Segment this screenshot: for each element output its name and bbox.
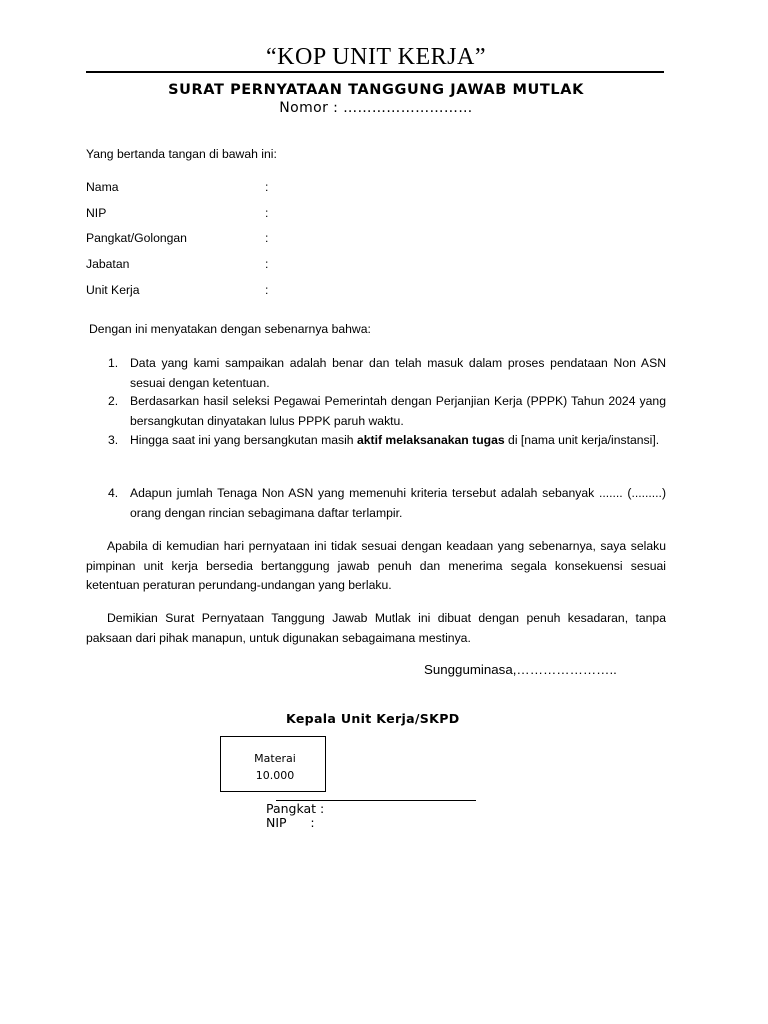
paragraph-closing: Demikian Surat Pernyataan Tanggung Jawab Mutlak ini dibuat dengan penuh kesadaran, tanpa paksaan dari pihak manapun, untuk digunakan sebagaimana mestinya. xyxy=(86,611,666,645)
signatory-position: Kepala Unit Kerja/SKPD xyxy=(286,711,460,726)
field-colon-jabatan: : xyxy=(265,257,269,271)
field-label-nip: NIP xyxy=(86,206,107,220)
field-colon-pangkat: : xyxy=(265,231,269,245)
list-item: Berdasarkan hasil seleksi Pegawai Pemerintah dengan Perjanjian Kerja (PPPK) Tahun 2024 yang bersangkutan dinyatakan lulus PPPK paruh waktu. xyxy=(130,394,666,428)
field-label-jabatan: Jabatan xyxy=(86,257,130,271)
field-label-unit-kerja: Unit Kerja xyxy=(86,283,140,297)
stamp-line-2: 10.000 xyxy=(255,769,295,782)
list-item-text: Hingga saat ini yang bersangkutan masih xyxy=(130,433,357,447)
letterhead-title: “KOP UNIT KERJA” xyxy=(266,44,486,70)
list-number: 1. xyxy=(108,356,119,370)
intro-text: Yang bertanda tangan di bawah ini: xyxy=(86,147,277,161)
pangkat-label: Pangkat : xyxy=(266,801,325,816)
document-number: Nomor : ……………………… xyxy=(279,100,473,116)
list-number: 2. xyxy=(108,394,119,408)
list-item: Data yang kami sampaikan adalah benar dan telah masuk dalam proses pendataan Non ASN sesuai dengan ketentuan. xyxy=(130,356,666,390)
field-colon-unit-kerja: : xyxy=(265,283,269,297)
list-item-text: di [nama unit kerja/instansi]. xyxy=(504,433,660,447)
list-number: 3. xyxy=(108,433,119,447)
document-title: SURAT PERNYATAAN TANGGUNG JAWAB MUTLAK xyxy=(168,82,584,98)
list-number: 4. xyxy=(108,486,119,500)
field-colon-nama: : xyxy=(265,180,269,194)
nip-label: NIP : xyxy=(266,815,315,830)
stamp-line-1: Materai xyxy=(254,752,296,765)
field-label-pangkat: Pangkat/Golongan xyxy=(86,231,187,245)
paragraph-consequence: Apabila di kemudian hari pernyataan ini tidak sesuai dengan keadaan yang sebenarnya, saya selaku pimpinan unit kerja bersedia bertanggung jawab penuh dan menerima segala konsekuensi sesuai ketentuan peraturan perundang-undangan yang berlaku. xyxy=(86,539,666,592)
list-item-bold-text: aktif melaksanakan tugas xyxy=(356,433,505,447)
list-item: Adapun jumlah Tenaga Non ASN yang memenuhi kriteria tersebut adalah sebanyak ....... (.........) orang dengan rincian sebagimana daftar terlampir. xyxy=(130,486,666,520)
list-item xyxy=(130,431,666,451)
field-label-nama: Nama xyxy=(86,180,119,194)
letterhead-rule xyxy=(86,71,664,73)
place-date: Sungguminasa,………………….. xyxy=(424,662,617,677)
field-colon-nip: : xyxy=(265,206,269,220)
stamp-label xyxy=(226,750,324,784)
statement-intro: Dengan ini menyatakan dengan sebenarnya bahwa: xyxy=(89,322,371,336)
